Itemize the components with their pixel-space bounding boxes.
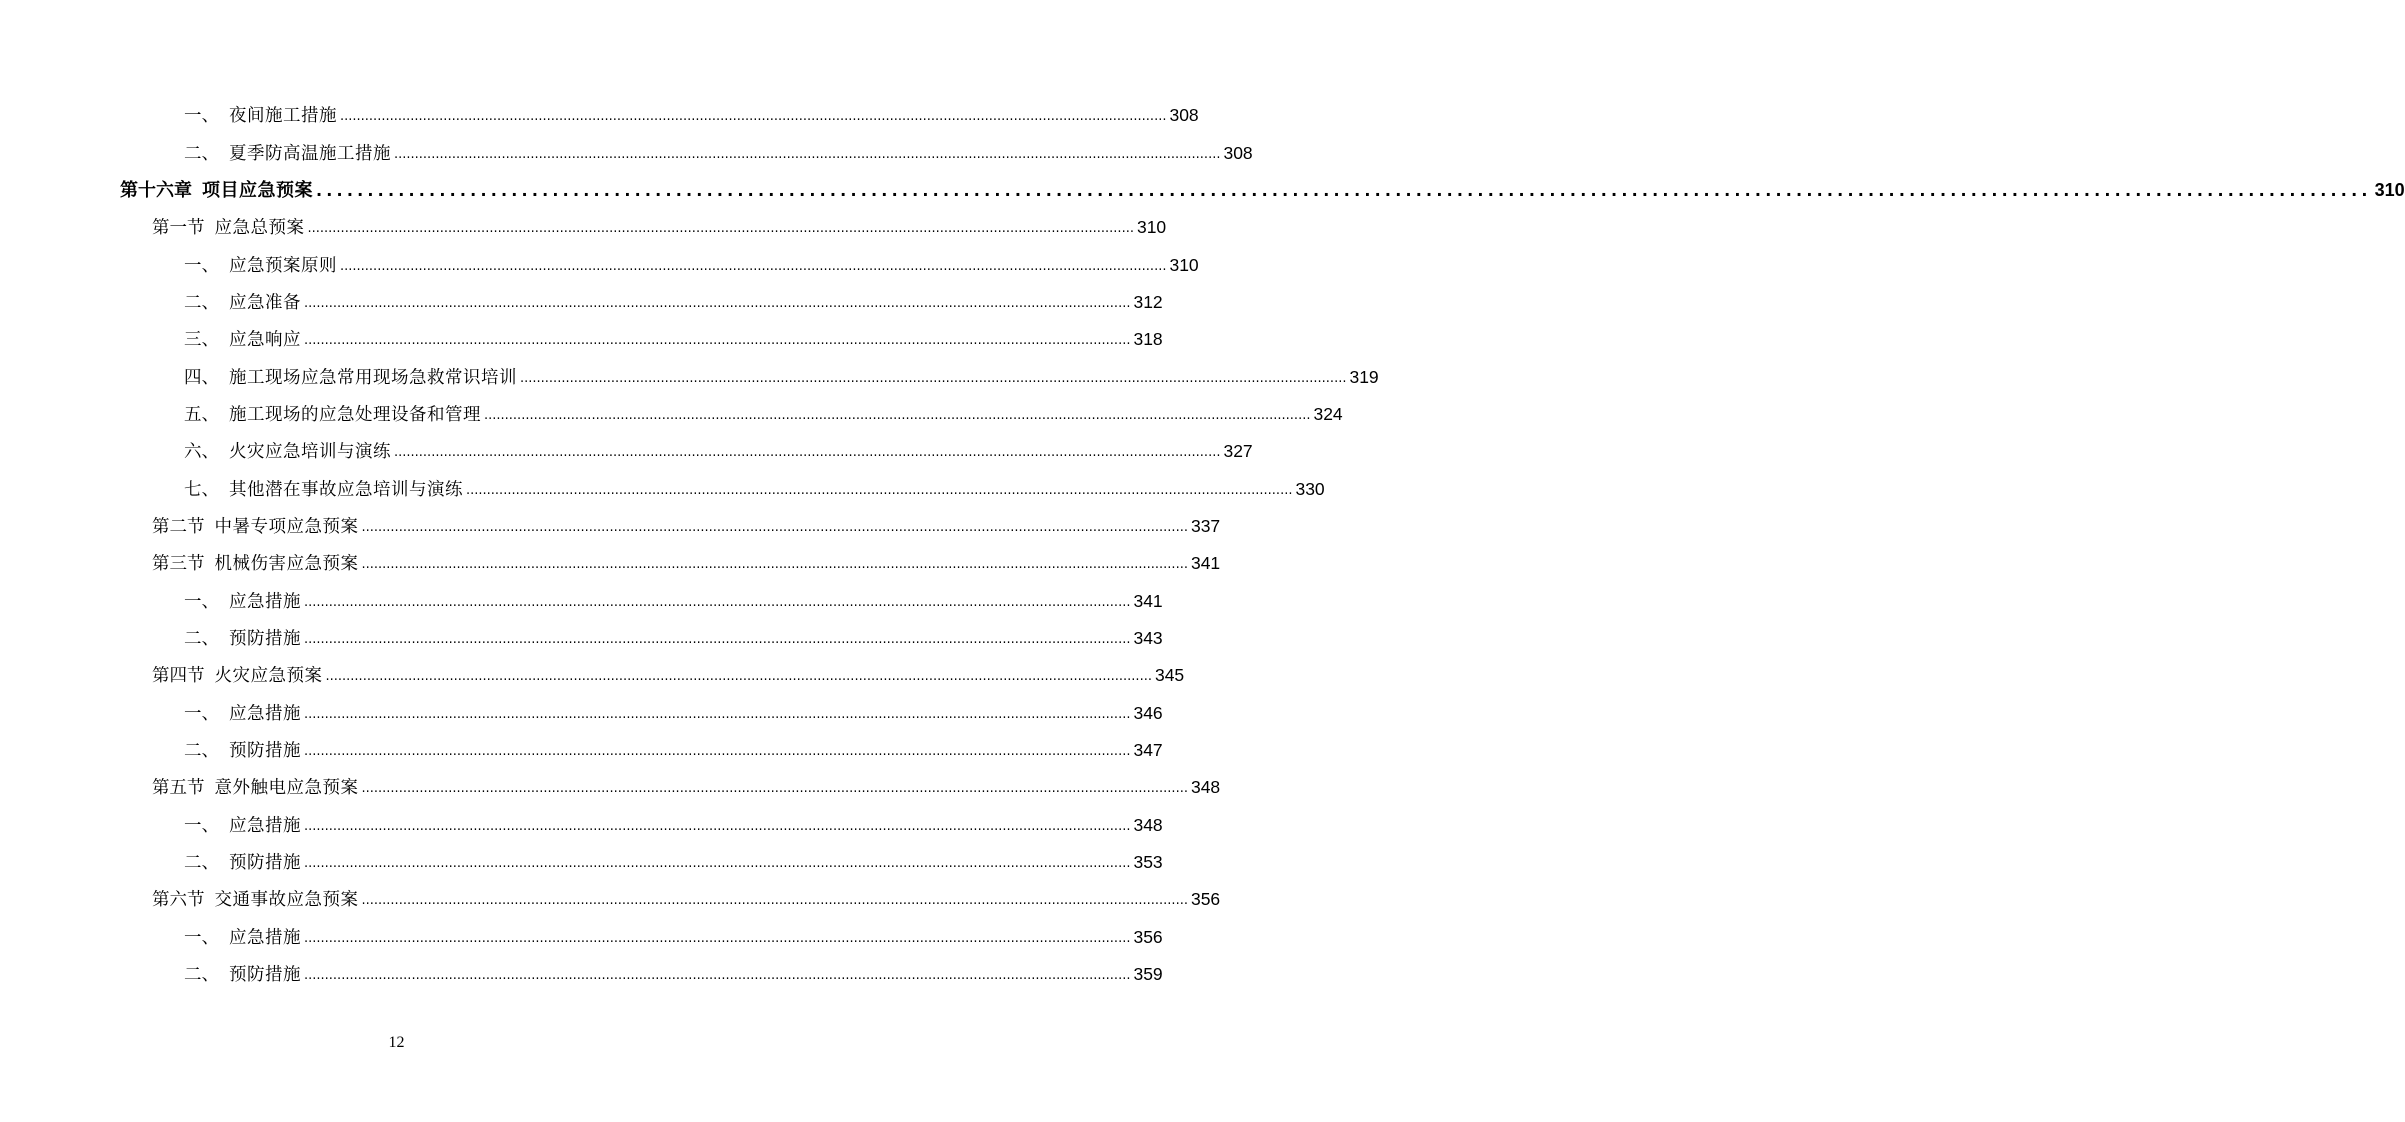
toc-entry-number: 第三节 [152, 554, 205, 574]
toc-entry-title: 预防措施 [229, 629, 301, 649]
toc-entry-title: 应急措施 [229, 591, 301, 612]
toc-chapter-entry[interactable] [120, 175, 2405, 205]
toc-dot-leader: ........................................................................................................................................................................................................ [394, 146, 1221, 162]
toc-entry-title: 应急措施 [229, 703, 301, 724]
page-number: 12 [388, 1034, 405, 1051]
toc-entry-title: 应急响应 [229, 330, 301, 350]
toc-dot-leader: ........................................................................................................................................................................................................ [394, 445, 1221, 460]
toc-entry-page: 319 [1349, 366, 1379, 387]
toc-entry-number: 二、 [184, 629, 219, 649]
toc-entry-page: 347 [1133, 740, 1163, 760]
toc-entry-number: 第十六章 [120, 180, 192, 201]
toc-entry-page: 318 [1133, 329, 1163, 349]
toc-entry-title: 火灾应急预案 [214, 666, 323, 686]
toc-entry-title: 机械伤害应急预案 [214, 554, 359, 574]
toc-entry-title: 应急准备 [229, 293, 301, 313]
toc-entry-page: 343 [1133, 628, 1163, 648]
toc-entry-page: 348 [1190, 777, 1221, 797]
toc-entry-number: 一、 [184, 703, 219, 724]
toc-entry-number: 一、 [184, 927, 219, 948]
toc-entry-title: 预防措施 [229, 853, 301, 873]
toc-dot-leader: ........................................................................................................................................................................................................ [307, 221, 1134, 236]
toc-entry-page: 310 [1136, 217, 1167, 237]
toc-entry-title: 交通事故应急预案 [214, 890, 359, 910]
toc-dot-leader: ........................................................................................................................................................................................................ [304, 744, 1131, 759]
toc-entry-page: 312 [1133, 292, 1163, 312]
toc-entry-number: 六、 [184, 442, 219, 462]
toc-item-entry[interactable] [184, 474, 1325, 504]
toc-dot-leader: ........................................................................................................................................................................................................ [466, 482, 1293, 498]
toc-entry-page: 348 [1133, 814, 1163, 835]
toc-section-entry[interactable] [152, 212, 1167, 242]
toc-entry-number: 五、 [184, 405, 219, 425]
toc-dot-leader: ........................................................................................................................................................................................................ [361, 520, 1188, 535]
toc-entry-title: 意外触电应急预案 [214, 778, 359, 798]
toc-entry-title: 施工现场应急常用现场急救常识培训 [229, 367, 517, 388]
toc-entry-number: 二、 [184, 741, 219, 761]
toc-entry-page: 324 [1313, 404, 1343, 424]
toc-item-entry[interactable] [184, 810, 1163, 840]
toc-entry-title: 预防措施 [229, 741, 301, 761]
toc-dot-leader: ........................................................................................................................................................................................................ [520, 370, 1347, 386]
toc-entry-title: 应急总预案 [214, 218, 305, 238]
toc-entry-title: 预防措施 [229, 965, 301, 985]
toc-entry-number: 第五节 [152, 778, 205, 798]
toc-entry-number: 二、 [184, 853, 219, 873]
toc-entry-title: 项目应急预案 [202, 180, 313, 201]
toc-dot-leader: ........................................................................................................................................................................................................ [304, 856, 1131, 871]
toc-dot-leader: ........................................................................................................................................................................................................ [361, 893, 1188, 908]
toc-dot-leader: ........................................................................................................................................................................................................ [340, 258, 1167, 274]
toc-entry-page: 345 [1154, 665, 1185, 685]
toc-entry-number: 二、 [184, 143, 219, 164]
toc-entry-page: 346 [1133, 702, 1163, 723]
toc-dot-leader: ........................................................................................................................................................................................................ [304, 706, 1131, 722]
toc-item-entry[interactable] [184, 287, 1163, 317]
toc-dot-leader: ........................................................................................................................................................................................................ [316, 181, 2372, 200]
toc-item-entry[interactable] [184, 399, 1343, 429]
toc-dot-leader: ........................................................................................................................................................................................................ [304, 296, 1131, 311]
toc-entry-page: 310 [1169, 254, 1199, 275]
toc-dot-leader: ........................................................................................................................................................................................................ [304, 632, 1131, 647]
toc-item-entry[interactable] [184, 250, 1199, 280]
toc-entry-number: 一、 [184, 255, 219, 276]
toc-entry-title: 施工现场的应急处理设备和管理 [229, 405, 481, 425]
toc-entry-title: 其他潜在事故应急培训与演练 [229, 479, 463, 500]
toc-entry-number: 第一节 [152, 218, 205, 238]
toc-section-entry[interactable] [152, 772, 1221, 802]
toc-item-entry[interactable] [184, 623, 1163, 653]
toc-entry-number: 七、 [184, 479, 219, 500]
toc-dot-leader: ........................................................................................................................................................................................................ [304, 818, 1131, 834]
toc-entry-page: 308 [1169, 105, 1199, 125]
toc-item-entry[interactable] [184, 362, 1379, 392]
toc-entry-page: 356 [1133, 926, 1163, 947]
toc-section-entry[interactable] [152, 660, 1185, 690]
toc-dot-leader: ........................................................................................................................................................................................................ [484, 408, 1311, 423]
toc-entry-number: 二、 [184, 965, 219, 985]
toc-dot-leader: ........................................................................................................................................................................................................ [325, 669, 1152, 684]
toc-entry-number: 第四节 [152, 666, 205, 686]
toc-entry-number: 一、 [184, 591, 219, 612]
toc-item-entry[interactable] [184, 100, 1199, 130]
toc-entry-title: 夏季防高温施工措施 [229, 143, 391, 164]
toc-entry-number: 一、 [184, 815, 219, 836]
toc-entry-title: 火灾应急培训与演练 [229, 442, 391, 462]
toc-entry-page: 337 [1190, 516, 1221, 536]
toc-entry-number: 第六节 [152, 890, 205, 910]
toc-entry-page: 330 [1295, 478, 1325, 499]
toc-item-entry[interactable] [184, 847, 1163, 877]
toc-entry-page: 353 [1133, 852, 1163, 872]
toc-entry-page: 341 [1190, 553, 1221, 573]
toc-entry-number: 第二节 [152, 517, 205, 537]
toc-item-entry[interactable] [184, 922, 1163, 952]
toc-entry-page: 356 [1190, 889, 1221, 909]
toc-dot-leader: ........................................................................................................................................................................................................ [304, 594, 1131, 610]
toc-section-entry[interactable] [152, 548, 1221, 578]
toc-item-entry[interactable] [184, 436, 1253, 466]
toc-entry-title: 夜间施工措施 [229, 106, 337, 126]
toc-entry-page: 310 [2374, 180, 2405, 200]
toc-entry-page: 308 [1223, 142, 1253, 163]
toc-entry-page: 341 [1133, 590, 1163, 611]
toc-item-entry[interactable] [184, 324, 1163, 354]
toc-section-entry[interactable] [152, 884, 1221, 914]
toc-item-entry[interactable] [184, 138, 1253, 168]
toc-dot-leader: ........................................................................................................................................................................................................ [304, 333, 1131, 348]
toc-dot-leader: ........................................................................................................................................................................................................ [361, 781, 1188, 796]
toc-dot-leader: ........................................................................................................................................................................................................ [340, 109, 1167, 124]
toc-entry-number: 四、 [184, 367, 219, 388]
toc-dot-leader: ........................................................................................................................................................................................................ [361, 557, 1188, 572]
toc-entry-title: 应急预案原则 [229, 255, 337, 276]
toc-item-entry[interactable] [184, 586, 1163, 616]
toc-entry-number: 一、 [184, 106, 219, 126]
toc-item-entry[interactable] [184, 698, 1163, 728]
toc-entry-number: 二、 [184, 293, 219, 313]
toc-dot-leader: ........................................................................................................................................................................................................ [304, 930, 1131, 946]
toc-entry-title: 应急措施 [229, 927, 301, 948]
toc-entry-number: 三、 [184, 330, 219, 350]
toc-item-entry[interactable] [184, 959, 1163, 989]
toc-entry-title: 应急措施 [229, 815, 301, 836]
toc-entry-page: 327 [1223, 441, 1253, 461]
toc-entry-title: 中暑专项应急预案 [214, 517, 359, 537]
toc-dot-leader: ........................................................................................................................................................................................................ [304, 968, 1131, 983]
toc-entry-page: 359 [1133, 964, 1163, 984]
toc-section-entry[interactable] [152, 511, 1221, 541]
toc-item-entry[interactable] [184, 735, 1163, 765]
